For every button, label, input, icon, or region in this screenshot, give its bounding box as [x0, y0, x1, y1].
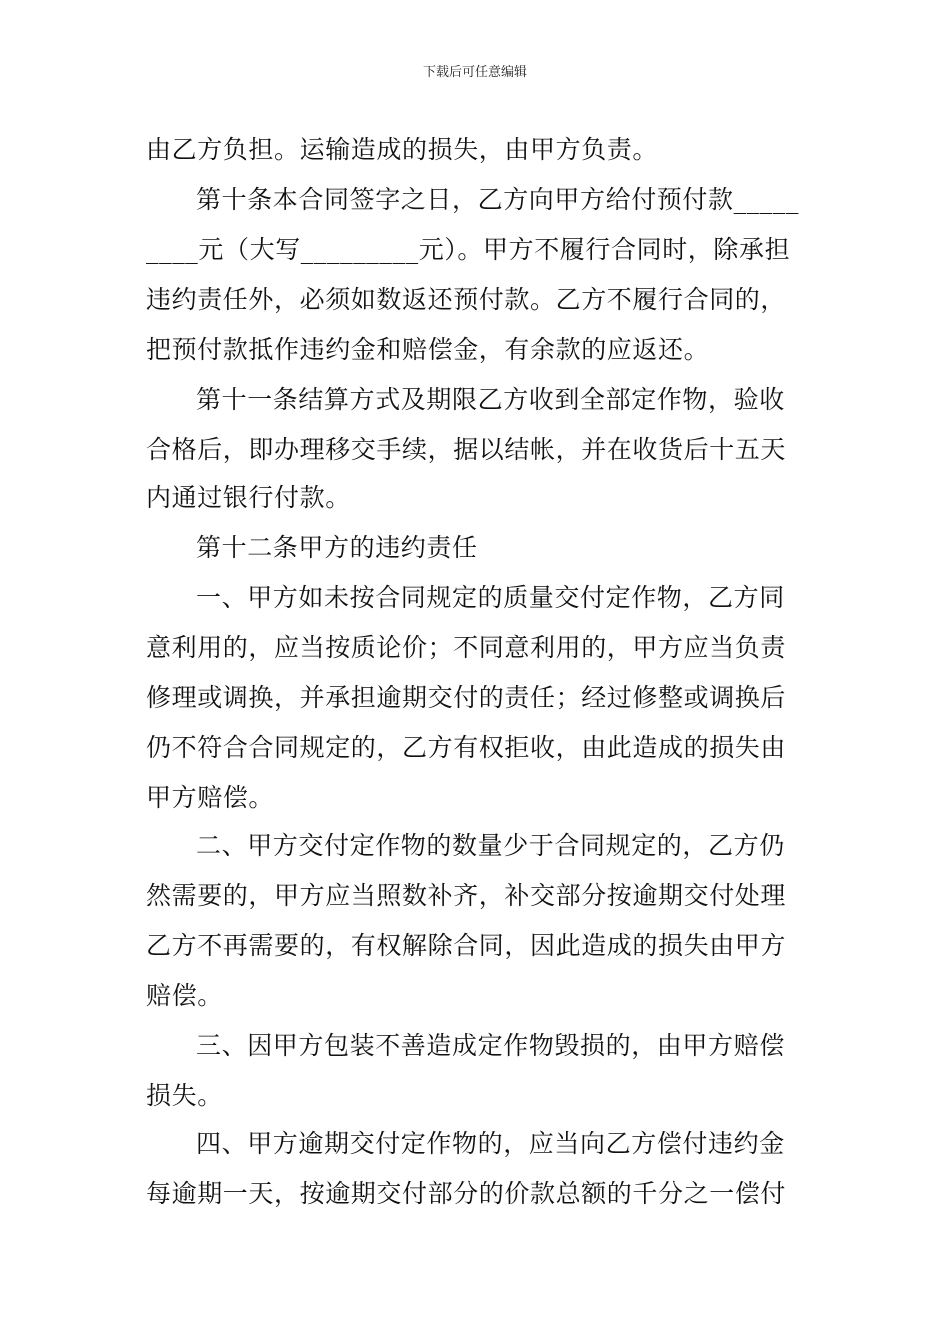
text-line: 一、甲方如未按合同规定的质量交付定作物，乙方同	[196, 583, 785, 612]
text-line: 合格后，即办理移交手续，据以结帐，并在收货后十五天	[146, 435, 787, 464]
text-line: 第十一条结算方式及期限乙方收到全部定作物，验收	[196, 385, 785, 414]
text-line: 意利用的，应当按质论价；不同意利用的，甲方应当负责	[146, 633, 787, 662]
text-line: 把预付款抵作违约金和赔偿金，有余款的应返还。	[146, 335, 710, 364]
text-line: 第十条本合同签字之日，乙方向甲方给付预付款_____	[196, 185, 800, 214]
text-line: 二、甲方交付定作物的数量少于合同规定的，乙方仍	[196, 831, 785, 860]
text-line: 损失。	[146, 1081, 223, 1110]
text-line: 每逾期一天，按逾期交付部分的价款总额的千分之一偿付	[146, 1179, 787, 1208]
section-heading: 第十二条甲方的违约责任	[196, 533, 478, 562]
text-line: 乙方不再需要的，有权解除合同，因此造成的损失由甲方	[146, 931, 787, 960]
text-line: 甲方赔偿。	[146, 783, 275, 812]
text-line: 仍不符合合同规定的，乙方有权拒收，由此造成的损失由	[146, 733, 787, 762]
text-line: 修理或调换，并承担逾期交付的责任；经过修整或调换后	[146, 683, 787, 712]
text-line: 然需要的，甲方应当照数补齐，补交部分按逾期交付处理	[146, 881, 787, 910]
text-line: ____元（大写_________元）。甲方不履行合同时，除承担	[146, 235, 791, 264]
text-line: 违约责任外，必须如数返还预付款。乙方不履行合同的，	[146, 285, 787, 314]
text-line: 内通过银行付款。	[146, 483, 351, 512]
text-line: 三、因甲方包装不善造成定作物毁损的，由甲方赔偿	[196, 1031, 785, 1060]
page-header: 下载后可任意编辑	[422, 65, 527, 80]
text-line: 由乙方负担。运输造成的损失，由甲方负责。	[146, 135, 659, 164]
text-line: 四、甲方逾期交付定作物的，应当向乙方偿付违约金	[196, 1129, 785, 1158]
text-line: 赔偿。	[146, 981, 223, 1010]
